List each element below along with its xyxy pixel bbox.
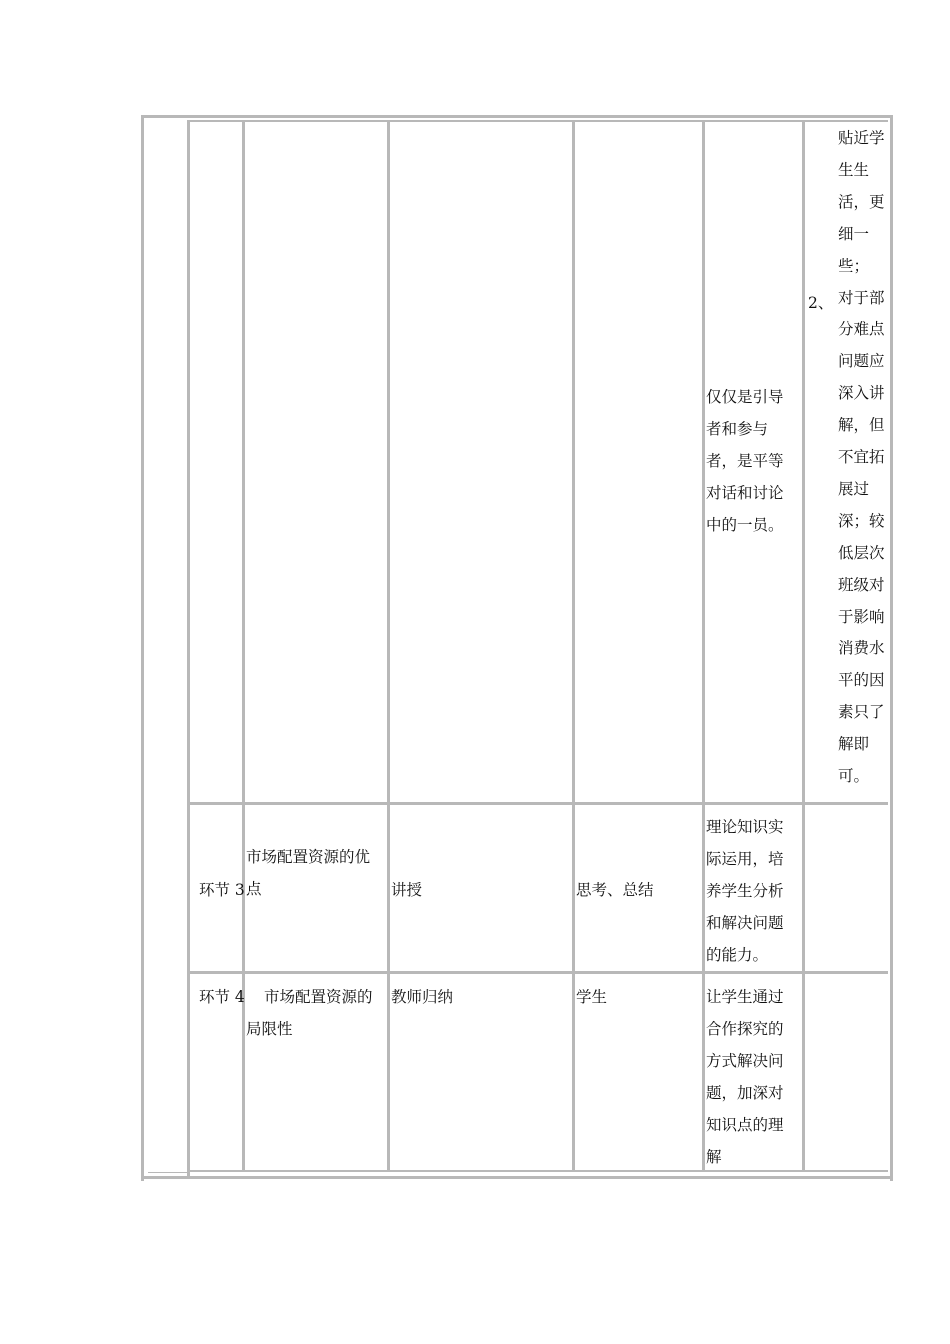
notes-line: 解，但 [838,416,885,435]
row3-teaching-intent: 让学生通过合作探究的方式解决问题，加深对知识点的理解 [706,988,784,1166]
notes-line: 展过 [838,479,870,498]
notes-line: 分难点 [838,320,885,339]
notes-line: 贴近学 [838,129,885,147]
notes-line: 素只了 [838,703,885,722]
col-line [702,120,705,1172]
notes-line: 问题应 [838,352,885,371]
col-line [242,120,245,1172]
notes-line: 生生 [838,160,870,179]
notes-line: 深；较 [838,511,885,530]
col-line [387,120,390,1172]
table-border-bottom-inner [148,1172,188,1173]
notes-line: 可。 [838,767,870,785]
notes-line: 活，更 [838,192,885,211]
col-line [187,120,190,1176]
row2-stage: 环节 3 [199,881,245,899]
col-line [572,120,575,1172]
row3-content: 市场配置资源的局限性 [246,988,373,1038]
table-border-bottom [141,1176,893,1179]
row2-teacher-activity: 讲授 [391,881,423,899]
row3-teacher-activity: 教师归纳 [391,988,454,1006]
row2-content: 市场配置资源的优点 [246,848,371,898]
table-border-top [141,115,893,118]
notes-line: 消费水 [838,639,885,658]
notes-line: 深入讲 [838,384,885,403]
notes-line: 些； [838,256,870,275]
table-border-right [890,115,893,1181]
row3-stage: 环节 4 [199,988,245,1006]
notes-line: 平的因 [838,671,885,690]
col-line [802,120,805,1172]
row1-notes-number: 2、 [808,294,834,312]
notes-line: 班级对 [838,575,885,594]
notes-line: 对于部 [838,288,885,307]
notes-line: 低层次 [838,543,885,562]
row-line [190,802,888,805]
notes-line: 于影响 [838,607,885,626]
row2-student-activity: 思考、总结 [576,881,654,899]
notes-line: 细一 [838,224,870,243]
row-line [190,120,888,122]
notes-line: 解即 [838,735,870,754]
row2-teaching-intent: 理论知识实际运用，培养学生分析和解决问题的能力。 [706,818,784,964]
row3-student-activity: 学生 [576,988,608,1006]
table-border-left [141,115,144,1181]
row-line [190,971,888,974]
notes-line: 不宜拓 [838,448,885,466]
row1-teaching-intent: 仅仅是引导者和参与者，是平等对话和讨论中的一员。 [706,388,784,534]
